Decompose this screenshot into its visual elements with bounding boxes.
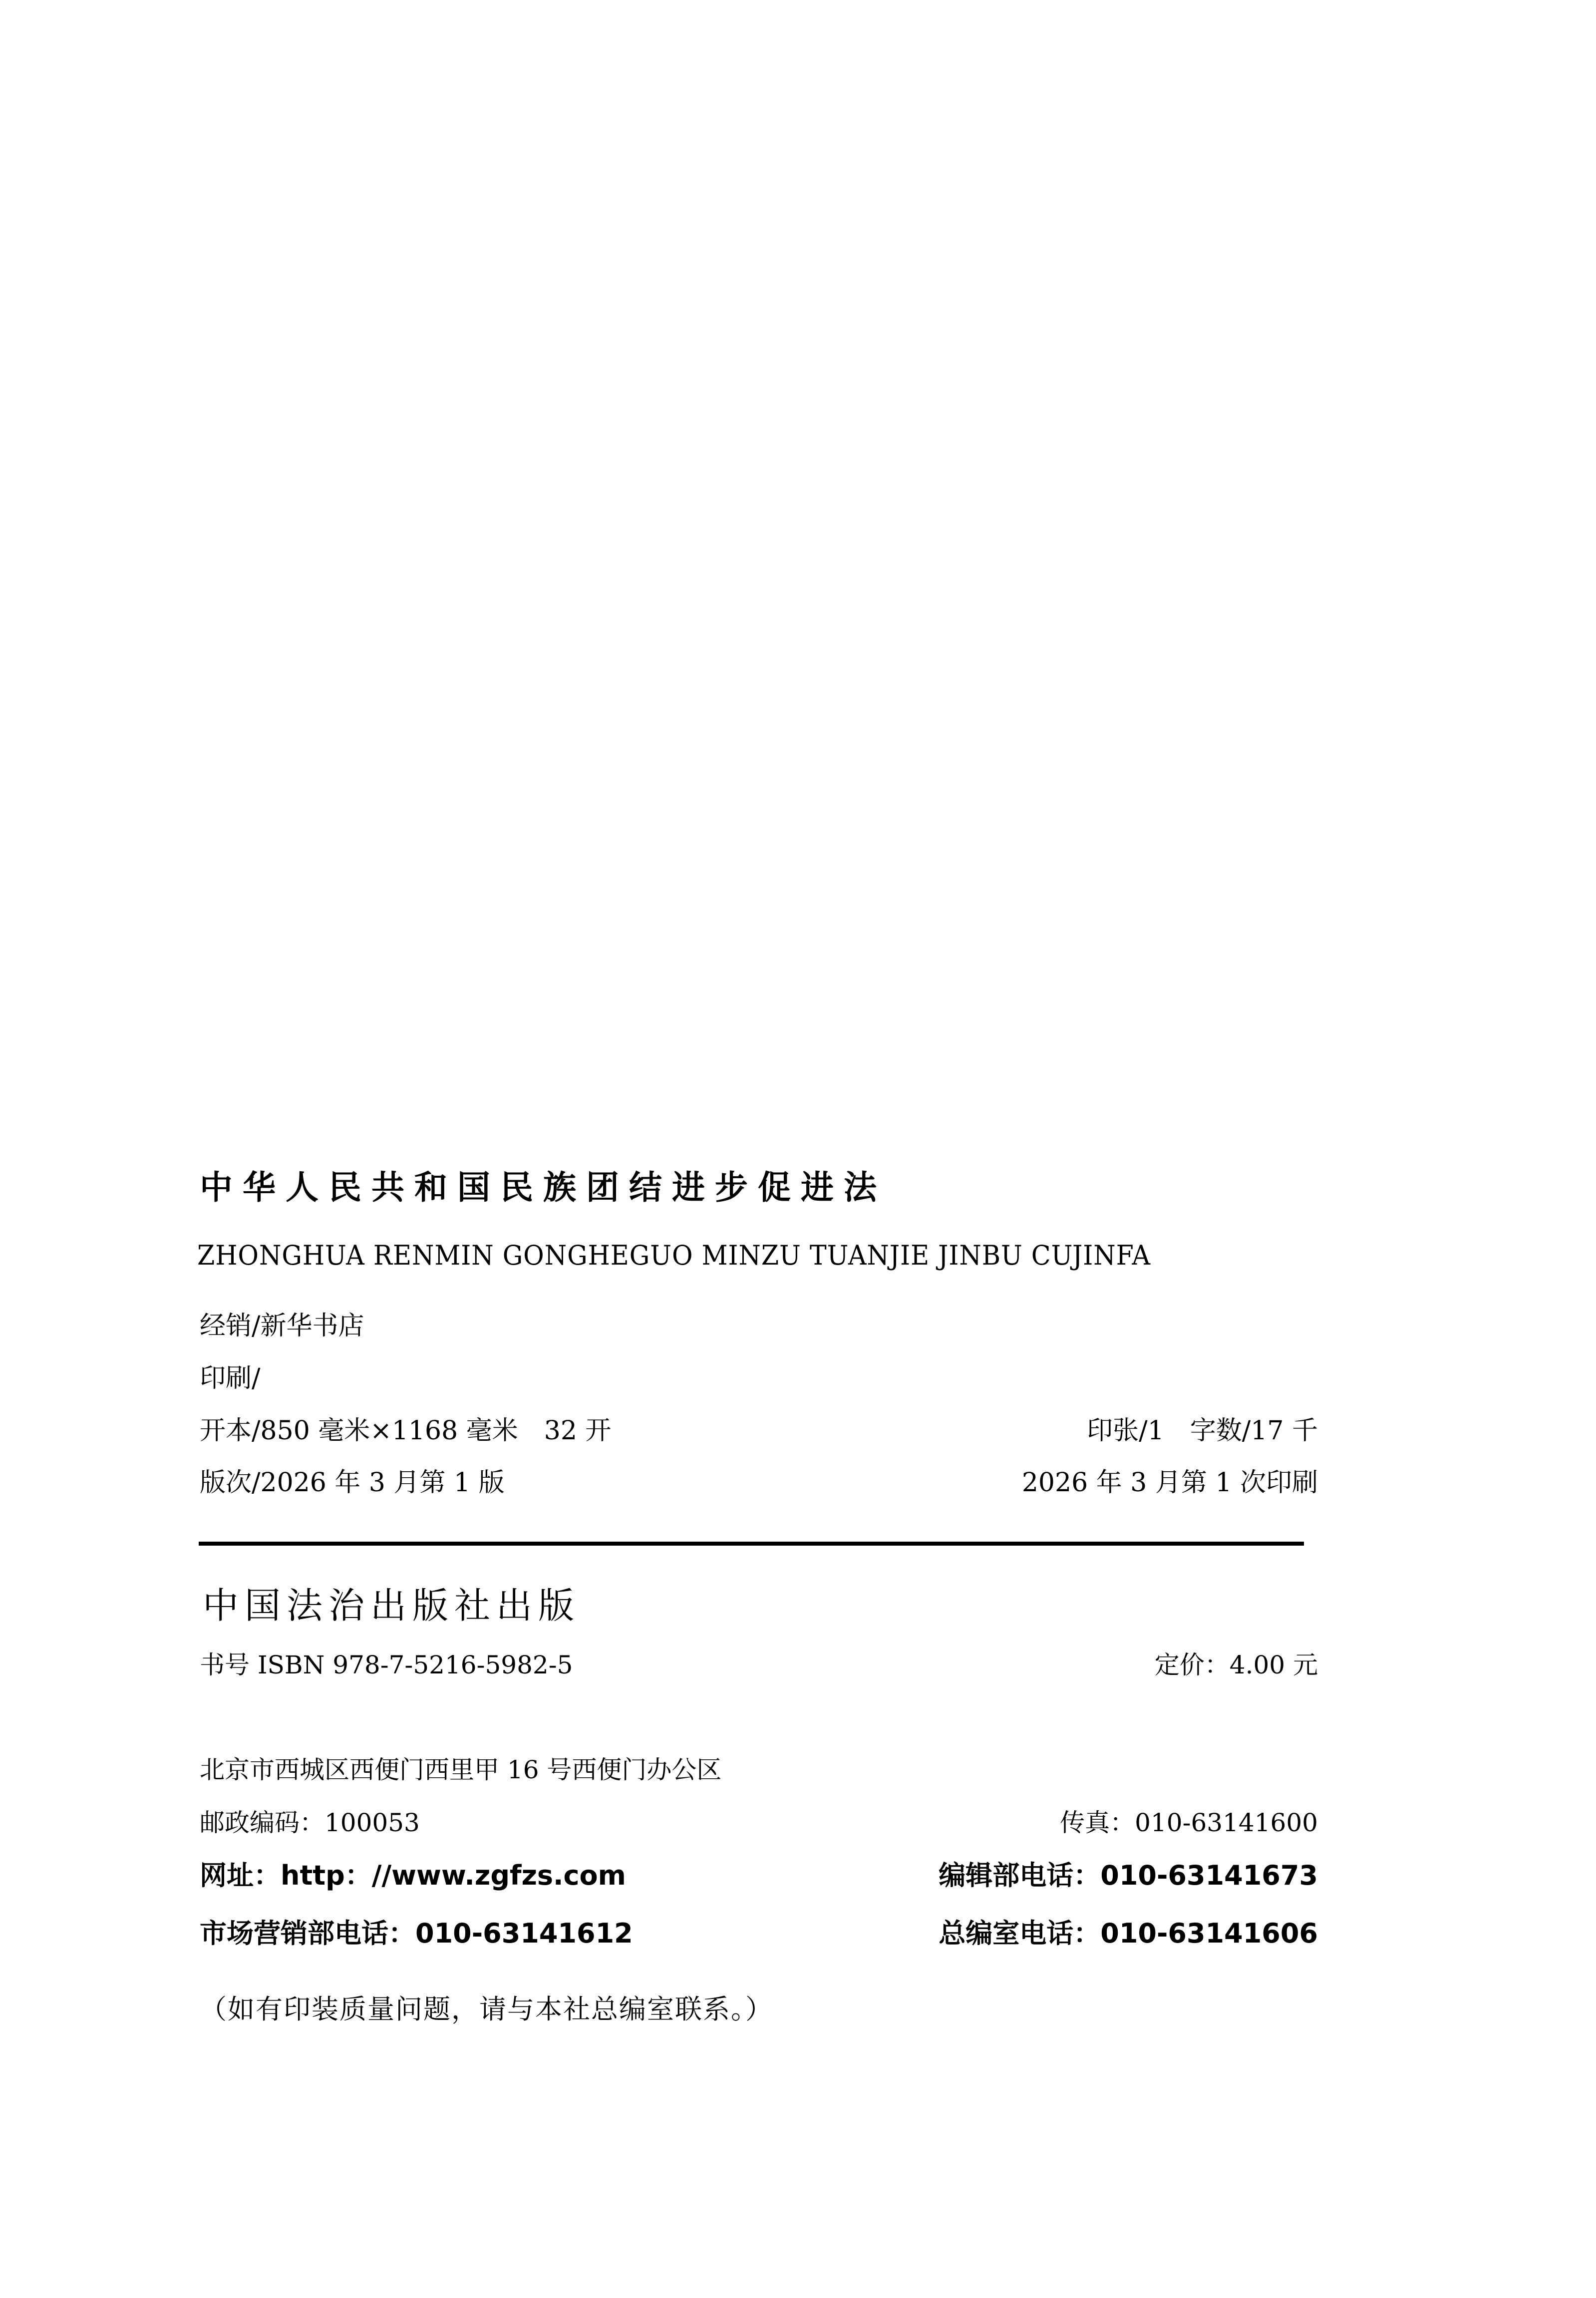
divider-rule (199, 1542, 1304, 1546)
edition-row (200, 1470, 1318, 1496)
publisher-line: 中国法治出版社出版 (203, 1585, 581, 1627)
editorial-phone-line: 编辑部电话：010-63141673 (939, 1860, 1318, 1891)
sheets-wordcount-line: 印张/1 字数/17 千 (1087, 1416, 1318, 1446)
website-row (200, 1862, 1318, 1889)
edition-line: 版次/2026 年 3 月第 1 版 (200, 1468, 505, 1498)
distribution-line: 经销/新华书店 (200, 1311, 364, 1341)
chief-editor-phone-line: 总编室电话：010-63141606 (939, 1918, 1318, 1949)
printing-line: 印刷/ (200, 1363, 261, 1393)
quality-note-line: （如有印装质量问题，请与本社总编室联系。） (200, 1993, 773, 2025)
isbn-line: 书号 ISBN 978-7-5216-5982-5 (200, 1650, 573, 1679)
website-line: 网址：http：//www.zgfzs.com (200, 1860, 626, 1891)
isbn-row (200, 1652, 1318, 1677)
format-line: 开本/850 毫米×1168 毫米 32 开 (200, 1416, 612, 1446)
address-line: 北京市西城区西便门西里甲 16 号西便门办公区 (200, 1755, 722, 1784)
marketing-row (200, 1920, 1318, 1947)
marketing-phone-line: 市场营销部电话：010-63141612 (200, 1918, 633, 1949)
impression-line: 2026 年 3 月第 1 次印刷 (1021, 1468, 1318, 1498)
book-title-cn: 中华人民共和国民族团结进步促进法 (200, 1168, 887, 1207)
fax-line: 传真：010-63141600 (1060, 1808, 1318, 1837)
format-row (200, 1418, 1318, 1444)
price-line: 定价：4.00 元 (1154, 1650, 1318, 1679)
postcode-row (200, 1810, 1318, 1835)
book-title-pinyin: ZHONGHUA RENMIN GONGHEGUO MINZU TUANJIE JINBU CUJINFA (197, 1240, 1151, 1271)
postcode-line: 邮政编码：100053 (200, 1808, 420, 1837)
